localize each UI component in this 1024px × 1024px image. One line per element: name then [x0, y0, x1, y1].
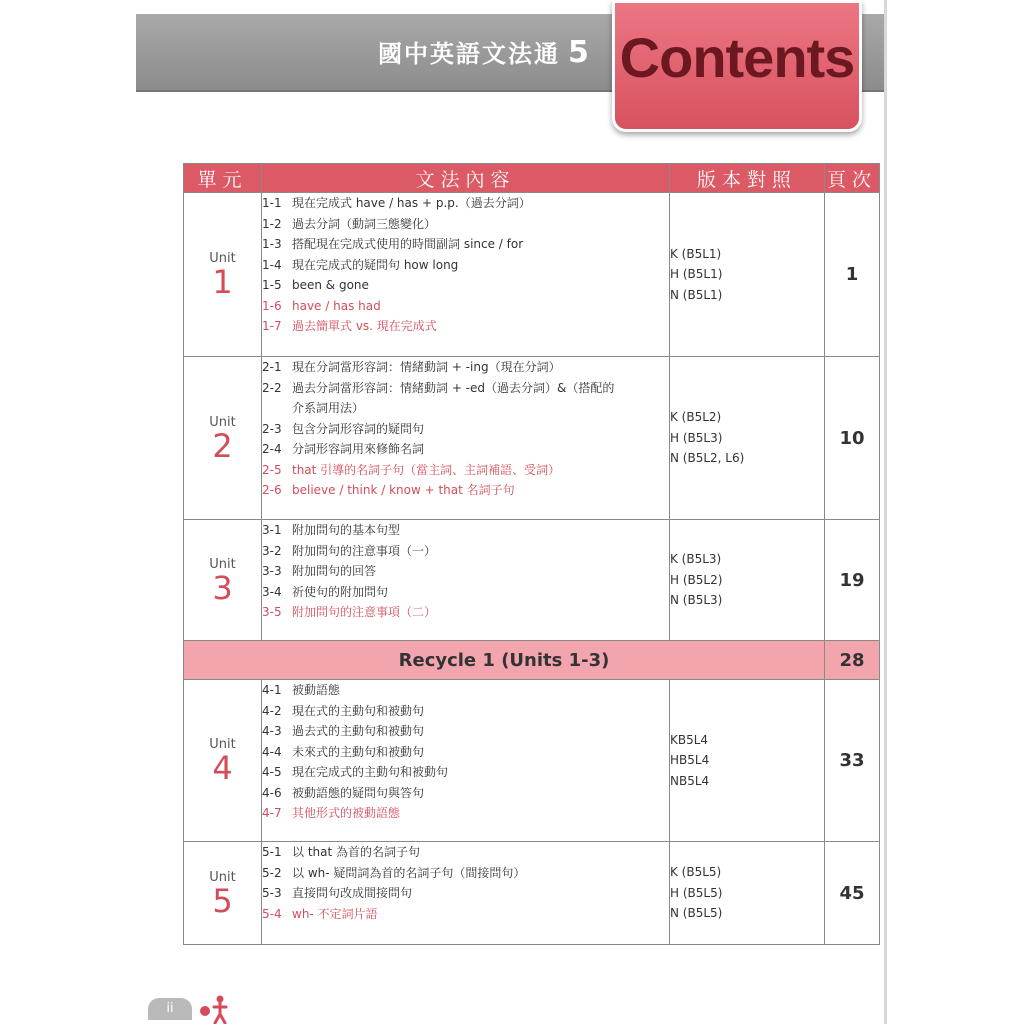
unit-row-2	[184, 357, 880, 520]
topic-code: 3-1	[262, 523, 282, 537]
topic-item	[262, 904, 669, 925]
version-item: K (B5L5)	[670, 865, 722, 880]
topic-code: 3-4	[262, 584, 282, 599]
unit-label: Unit	[209, 414, 236, 430]
topic-item	[262, 193, 669, 214]
version-item: H (B5L5)	[670, 885, 723, 900]
topic-code: 1-1	[262, 196, 282, 210]
unit-number: 3	[212, 568, 233, 607]
topic-item	[262, 214, 669, 235]
topic-code: 1-2	[262, 216, 282, 231]
topic-text: 附加問句的注意事項（二）	[292, 605, 437, 619]
topic-item	[262, 742, 669, 763]
page-number: 1	[825, 193, 880, 357]
topic-code: 2-6	[262, 483, 282, 497]
unit-cell	[184, 193, 262, 357]
unit-row-4	[184, 680, 880, 842]
topic-item	[262, 680, 669, 701]
topic-code: 2-4	[262, 442, 282, 456]
page-number: 45	[825, 842, 880, 945]
topic-text: 過去分詞（動詞三態變化）	[292, 216, 437, 231]
version-cell	[670, 520, 825, 641]
topic-text: 被動語態	[292, 683, 341, 697]
topic-code: 4-2	[262, 703, 282, 718]
topic-text: 直接問句改成間接問句	[292, 886, 413, 900]
topic-code: 1-4	[262, 257, 282, 272]
recycle-row	[184, 641, 880, 680]
topics-cell	[262, 520, 670, 641]
topic-text: 包含分詞形容詞的疑問句	[292, 421, 425, 436]
topic-code: 5-3	[262, 886, 282, 900]
topic-text: 祈使句的附加問句	[292, 584, 389, 599]
topic-text: 現在式的主動句和被動句	[292, 703, 425, 718]
topic-item	[262, 721, 669, 742]
contents-table	[183, 163, 880, 945]
book-title	[378, 34, 591, 70]
topic-item	[262, 316, 669, 337]
contents-badge	[612, 0, 862, 132]
topic-item	[262, 378, 669, 399]
version-item: H (B5L1)	[670, 267, 723, 282]
topic-item	[262, 439, 669, 460]
topics-cell	[262, 193, 670, 357]
topic-code: 2-5	[262, 462, 282, 477]
page-number: 10	[825, 357, 880, 520]
version-item: K (B5L3)	[670, 552, 722, 567]
topic-item	[262, 762, 669, 783]
unit-row-5	[184, 842, 880, 945]
topic-text: 以 that 為首的名詞子句	[292, 845, 420, 859]
topic-item	[262, 398, 669, 419]
book-title-text: 國中英語文法通	[378, 40, 560, 68]
topics-cell	[262, 680, 670, 842]
unit-number: 1	[212, 263, 233, 301]
table-header-row	[184, 164, 880, 193]
page-number: 33	[825, 680, 880, 842]
topic-code: 5-2	[262, 865, 282, 880]
topic-item	[262, 602, 669, 623]
topic-code: 2-1	[262, 360, 282, 374]
unit-label: Unit	[209, 251, 236, 266]
unit-row-3	[184, 520, 880, 641]
unit-number: 5	[212, 881, 233, 920]
topic-item	[262, 561, 669, 582]
topic-item	[262, 419, 669, 440]
topic-code: 4-3	[262, 724, 282, 738]
topic-code: 4-5	[262, 765, 282, 779]
topic-text: 附加問句的基本句型	[292, 523, 401, 537]
topic-code: 1-5	[262, 278, 282, 292]
topic-code: 4-1	[262, 683, 282, 697]
page-edge	[884, 0, 1024, 1024]
col-version-header: 版本對照	[670, 164, 825, 193]
topic-text: 過去分詞當形容詞：情緒動詞 + -ed（過去分詞）&（搭配的	[292, 380, 615, 395]
version-item: KB5L4	[670, 732, 709, 747]
topic-code: 1-6	[262, 298, 282, 313]
topic-item	[262, 357, 669, 378]
topic-text: 現在完成式 have / has + p.p.（過去分詞）	[292, 196, 531, 210]
unit-row-1	[184, 193, 880, 357]
unit-label: Unit	[209, 556, 236, 572]
topic-item	[262, 883, 669, 904]
topic-item	[262, 480, 669, 501]
topic-text: believe / think / know + that 名詞子句	[292, 483, 515, 497]
topics-cell	[262, 357, 670, 520]
topic-code: 1-3	[262, 237, 282, 251]
topic-item	[262, 541, 669, 562]
topic-text: 附加問句的注意事項（一）	[292, 543, 437, 558]
version-cell	[670, 193, 825, 357]
topic-item	[262, 255, 669, 276]
topic-code: 5-1	[262, 845, 282, 859]
version-cell	[670, 357, 825, 520]
topic-item	[262, 234, 669, 255]
unit-cell	[184, 842, 262, 945]
topic-text: 附加問句的回答	[292, 564, 377, 578]
topic-code: 4-6	[262, 785, 282, 800]
version-item: H (B5L2)	[670, 572, 723, 587]
topic-text: 現在完成式的主動句和被動句	[292, 765, 449, 779]
topic-text: 分詞形容詞用來修飾名詞	[292, 442, 425, 456]
topic-code: 5-4	[262, 906, 282, 921]
unit-label: Unit	[209, 737, 236, 752]
topic-text: been & gone	[292, 278, 369, 292]
version-item: HB5L4	[670, 753, 710, 768]
contents-label: Contents	[619, 26, 855, 89]
version-cell	[670, 842, 825, 945]
topic-item	[262, 460, 669, 481]
recycle-label: Recycle 1 (Units 1-3)	[184, 641, 825, 680]
topic-item	[262, 863, 669, 884]
topic-text: 被動語態的疑問句與答句	[292, 785, 425, 800]
col-content-header: 文法內容	[262, 164, 670, 193]
footer-page-number: ii	[148, 998, 192, 1020]
topic-item	[262, 701, 669, 722]
topic-code: 3-3	[262, 564, 282, 578]
topic-code: 4-4	[262, 744, 282, 759]
version-item: NB5L4	[670, 773, 710, 788]
version-item: K (B5L2)	[670, 410, 722, 425]
unit-cell	[184, 357, 262, 520]
version-item: N (B5L5)	[670, 906, 723, 921]
version-item: K (B5L1)	[670, 246, 722, 261]
topic-text: 過去簡單式 vs. 現在完成式	[292, 319, 437, 333]
version-cell	[670, 680, 825, 842]
student-icon	[198, 994, 232, 1024]
unit-number: 4	[212, 749, 233, 787]
topic-code: 3-5	[262, 605, 282, 619]
topic-text: 未來式的主動句和被動句	[292, 744, 425, 759]
topic-text: wh- 不定詞片語	[292, 906, 378, 921]
version-item: N (B5L3)	[670, 593, 723, 608]
topic-text: 介系詞用法）	[292, 401, 365, 415]
topic-item	[262, 803, 669, 824]
topic-item	[262, 783, 669, 804]
topic-text: 現在分詞當形容詞：情緒動詞 + -ing（現在分詞）	[292, 360, 561, 374]
topics-cell	[262, 842, 670, 945]
version-item: N (B5L2, L6)	[670, 451, 745, 466]
version-item: H (B5L3)	[670, 430, 723, 445]
topic-item	[262, 842, 669, 863]
col-unit-header: 單元	[184, 164, 262, 193]
unit-label: Unit	[209, 869, 236, 885]
topic-text: 以 wh- 疑問詞為首的名詞子句（間接問句）	[292, 865, 526, 880]
topic-code: 4-7	[262, 806, 282, 820]
topic-item	[262, 296, 669, 317]
topic-item	[262, 520, 669, 541]
unit-cell	[184, 680, 262, 842]
topic-code: 3-2	[262, 543, 282, 558]
page-number: 19	[825, 520, 880, 641]
col-page-header: 頁次	[825, 164, 880, 193]
topic-text: that 引導的名詞子句（當主詞、主詞補語、受詞）	[292, 462, 561, 477]
version-item: N (B5L1)	[670, 287, 723, 302]
topic-code: 2-3	[262, 421, 282, 436]
topic-text: 搭配現在完成式使用的時間副詞 since / for	[292, 237, 524, 251]
topic-text: 過去式的主動句和被動句	[292, 724, 425, 738]
topic-code: 2-2	[262, 380, 282, 395]
recycle-page: 28	[825, 641, 880, 680]
topic-item	[262, 275, 669, 296]
topic-text: have / has had	[292, 298, 381, 313]
unit-cell	[184, 520, 262, 641]
topic-code: 1-7	[262, 319, 282, 333]
book-number: 5	[568, 35, 591, 70]
topic-text: 現在完成式的疑問句 how long	[292, 257, 459, 272]
topic-text: 其他形式的被動語態	[292, 806, 401, 820]
topic-item	[262, 582, 669, 603]
unit-number: 2	[212, 426, 233, 465]
